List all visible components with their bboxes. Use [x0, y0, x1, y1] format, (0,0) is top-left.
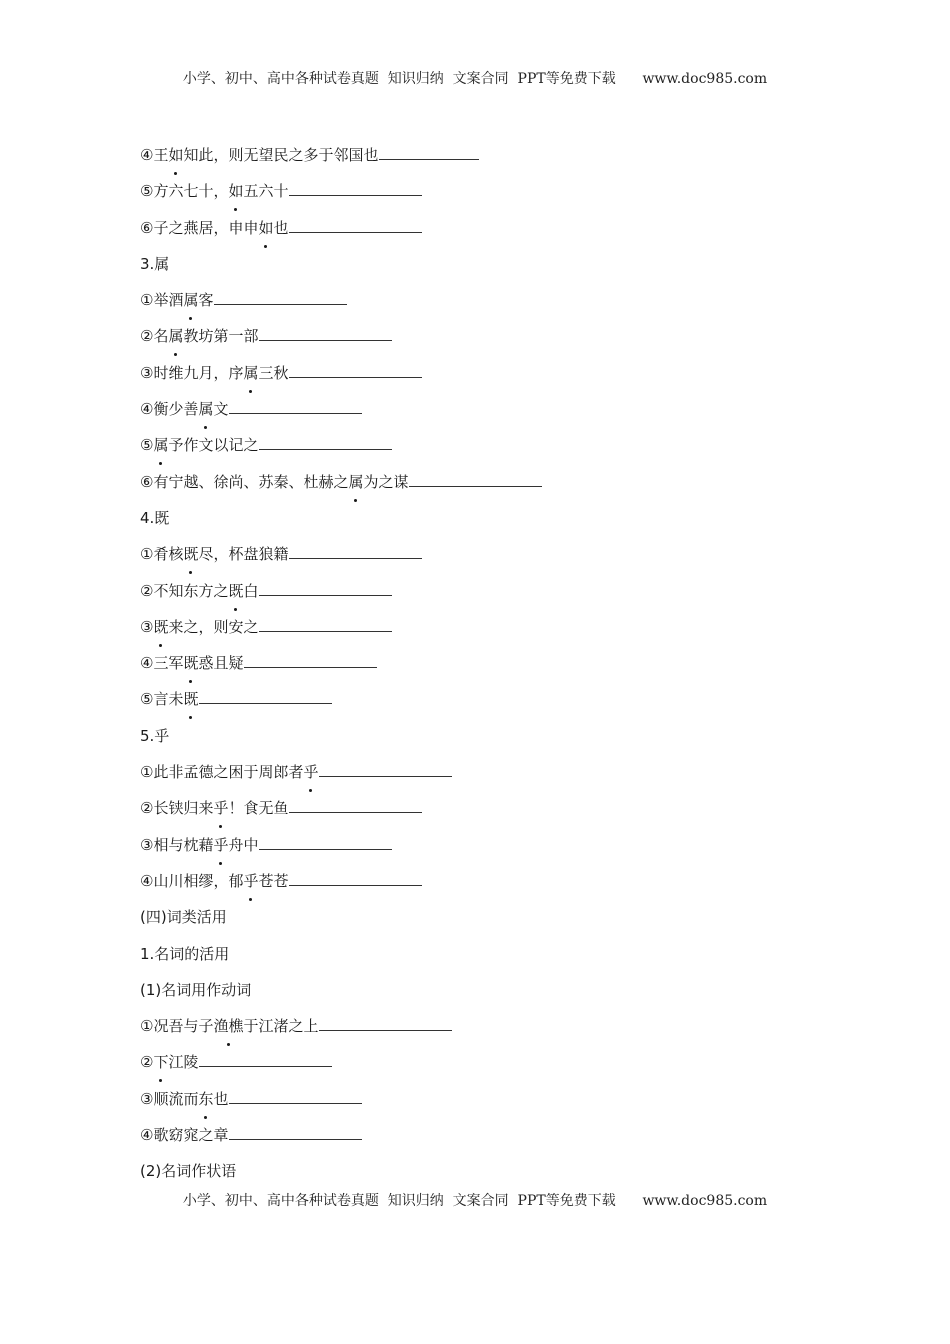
- page-footer: 小学、初中、高中各种试卷真题 知识归纳 文案合同 PPT等免费下载 www.doc985.com: [182, 1193, 768, 1209]
- section-heading: (四)词类活用: [140, 908, 227, 927]
- answer-blank[interactable]: [289, 359, 422, 378]
- list-item: ③时维九月，序属三秋: [140, 358, 820, 394]
- answer-blank[interactable]: [259, 577, 392, 596]
- answer-blank[interactable]: [289, 867, 422, 886]
- answer-blank[interactable]: [214, 286, 347, 305]
- answer-blank[interactable]: [289, 540, 422, 559]
- list-item: ⑤言未既: [140, 684, 820, 720]
- list-item: ⑤方六七十，如五六十: [140, 176, 820, 212]
- list-item: ④王如知此，则无望民之多于邻国也: [140, 140, 820, 176]
- answer-blank[interactable]: [229, 395, 362, 414]
- answer-blank[interactable]: [379, 141, 479, 160]
- section-heading: 1.名词的活用: [140, 944, 230, 963]
- answer-blank[interactable]: [229, 1121, 362, 1140]
- answer-blank[interactable]: [259, 322, 392, 341]
- page-header: 小学、初中、高中各种试卷真题 知识归纳 文案合同 PPT等免费下载 www.doc985.com: [182, 71, 768, 87]
- section-heading: 4.既: [140, 508, 170, 527]
- answer-blank[interactable]: [199, 1048, 332, 1067]
- document-body: [140, 140, 820, 1193]
- list-item: ③既来之，则安之: [140, 612, 820, 648]
- section-heading: 3.属: [140, 254, 170, 273]
- list-item: ③相与枕藉乎舟中: [140, 830, 820, 866]
- answer-blank[interactable]: [319, 1012, 452, 1031]
- list-item: ④山川相缪，郁乎苍苍: [140, 866, 820, 902]
- list-item: ②名属教坊第一部: [140, 321, 820, 357]
- list-item: ⑤属予作文以记之: [140, 430, 820, 466]
- answer-blank[interactable]: [259, 431, 392, 450]
- section-heading: (2)名词作状语: [140, 1162, 237, 1181]
- answer-blank[interactable]: [289, 177, 422, 196]
- answer-blank[interactable]: [244, 649, 377, 668]
- list-item: ④三军既惑且疑: [140, 648, 820, 684]
- answer-blank[interactable]: [259, 613, 392, 632]
- list-item: ⑥有宁越、徐尚、苏秦、杜赫之属为之谋: [140, 467, 820, 503]
- answer-blank[interactable]: [259, 831, 392, 850]
- section-heading: 5.乎: [140, 726, 170, 745]
- list-item: ⑥子之燕居，申申如也: [140, 213, 820, 249]
- list-item: ①况吾与子渔樵于江渚之上: [140, 1011, 820, 1047]
- list-item: ④衡少善属文: [140, 394, 820, 430]
- answer-blank[interactable]: [409, 468, 542, 487]
- answer-blank[interactable]: [289, 794, 422, 813]
- answer-blank[interactable]: [199, 685, 332, 704]
- list-item: ①肴核既尽，杯盘狼籍: [140, 539, 820, 575]
- list-item: ②不知东方之既白: [140, 576, 820, 612]
- list-item: ②长铗归来乎！食无鱼: [140, 793, 820, 829]
- list-item: ①此非孟德之困于周郎者乎: [140, 757, 820, 793]
- list-item: ②下江陵: [140, 1047, 820, 1083]
- list-item: ④歌窈窕之章: [140, 1120, 820, 1156]
- list-item: ①举酒属客: [140, 285, 820, 321]
- answer-blank[interactable]: [289, 214, 422, 233]
- answer-blank[interactable]: [229, 1085, 362, 1104]
- answer-blank[interactable]: [319, 758, 452, 777]
- section-heading: (1)名词用作动词: [140, 980, 252, 999]
- list-item: ③顺流而东也: [140, 1084, 820, 1120]
